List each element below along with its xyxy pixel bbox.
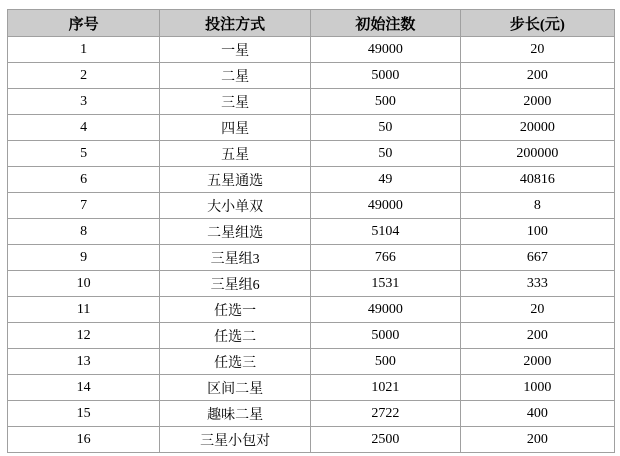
table-row <box>8 401 615 427</box>
table-cell: 区间二星 <box>160 375 311 401</box>
table-row <box>8 271 615 297</box>
table-cell: 2000 <box>460 89 614 115</box>
table-cell: 2 <box>8 63 160 89</box>
table-cell: 49 <box>310 167 460 193</box>
table-cell: 200 <box>460 63 614 89</box>
table-row <box>8 115 615 141</box>
table-cell: 6 <box>8 167 160 193</box>
table-body <box>8 37 615 453</box>
table-row <box>8 219 615 245</box>
table-cell: 12 <box>8 323 160 349</box>
table-header <box>8 10 615 37</box>
table-cell: 五星 <box>160 141 311 167</box>
table-cell: 8 <box>460 193 614 219</box>
table-cell: 5 <box>8 141 160 167</box>
table-cell: 49000 <box>310 297 460 323</box>
table-cell: 任选一 <box>160 297 311 323</box>
table-row <box>8 427 615 453</box>
table-row <box>8 63 615 89</box>
table-row <box>8 141 615 167</box>
table-cell: 200 <box>460 427 614 453</box>
table-cell: 16 <box>8 427 160 453</box>
header-cell-index: 序号 <box>8 10 160 37</box>
table-cell: 5000 <box>310 323 460 349</box>
table-cell: 40816 <box>460 167 614 193</box>
table-cell: 任选二 <box>160 323 311 349</box>
table-cell: 8 <box>8 219 160 245</box>
table-cell: 9 <box>8 245 160 271</box>
table-cell: 49000 <box>310 193 460 219</box>
table-cell: 20 <box>460 297 614 323</box>
table-cell: 1000 <box>460 375 614 401</box>
table-row <box>8 89 615 115</box>
table-cell: 49000 <box>310 37 460 63</box>
table-row <box>8 245 615 271</box>
table-cell: 7 <box>8 193 160 219</box>
table-row <box>8 323 615 349</box>
table-cell: 五星通选 <box>160 167 311 193</box>
table-cell: 大小单双 <box>160 193 311 219</box>
header-cell-initial-bets: 初始注数 <box>310 10 460 37</box>
table-cell: 2722 <box>310 401 460 427</box>
table-cell: 100 <box>460 219 614 245</box>
table-cell: 200000 <box>460 141 614 167</box>
table-row <box>8 375 615 401</box>
table-cell: 任选三 <box>160 349 311 375</box>
table-row <box>8 193 615 219</box>
table-cell: 2000 <box>460 349 614 375</box>
table-cell: 766 <box>310 245 460 271</box>
betting-table-container <box>7 9 615 453</box>
table-cell: 500 <box>310 349 460 375</box>
header-cell-bet-method: 投注方式 <box>160 10 311 37</box>
table-cell: 一星 <box>160 37 311 63</box>
table-cell: 400 <box>460 401 614 427</box>
table-cell: 1531 <box>310 271 460 297</box>
table-row <box>8 349 615 375</box>
table-row <box>8 297 615 323</box>
table-cell: 1 <box>8 37 160 63</box>
table-cell: 三星小包对 <box>160 427 311 453</box>
table-cell: 3 <box>8 89 160 115</box>
table-cell: 四星 <box>160 115 311 141</box>
table-cell: 20 <box>460 37 614 63</box>
betting-table <box>7 9 615 453</box>
table-cell: 2500 <box>310 427 460 453</box>
table-cell: 13 <box>8 349 160 375</box>
header-cell-step-yuan: 步长(元) <box>460 10 614 37</box>
table-cell: 5104 <box>310 219 460 245</box>
table-cell: 333 <box>460 271 614 297</box>
table-cell: 三星 <box>160 89 311 115</box>
table-cell: 二星 <box>160 63 311 89</box>
table-cell: 二星组选 <box>160 219 311 245</box>
table-cell: 20000 <box>460 115 614 141</box>
table-cell: 500 <box>310 89 460 115</box>
table-cell: 11 <box>8 297 160 323</box>
table-cell: 200 <box>460 323 614 349</box>
table-cell: 三星组6 <box>160 271 311 297</box>
table-cell: 4 <box>8 115 160 141</box>
table-cell: 50 <box>310 141 460 167</box>
table-cell: 10 <box>8 271 160 297</box>
table-cell: 14 <box>8 375 160 401</box>
table-cell: 趣味二星 <box>160 401 311 427</box>
table-cell: 15 <box>8 401 160 427</box>
table-row <box>8 167 615 193</box>
table-cell: 三星组3 <box>160 245 311 271</box>
table-cell: 5000 <box>310 63 460 89</box>
table-row <box>8 37 615 63</box>
table-cell: 50 <box>310 115 460 141</box>
header-row <box>8 10 615 37</box>
table-cell: 667 <box>460 245 614 271</box>
table-cell: 1021 <box>310 375 460 401</box>
